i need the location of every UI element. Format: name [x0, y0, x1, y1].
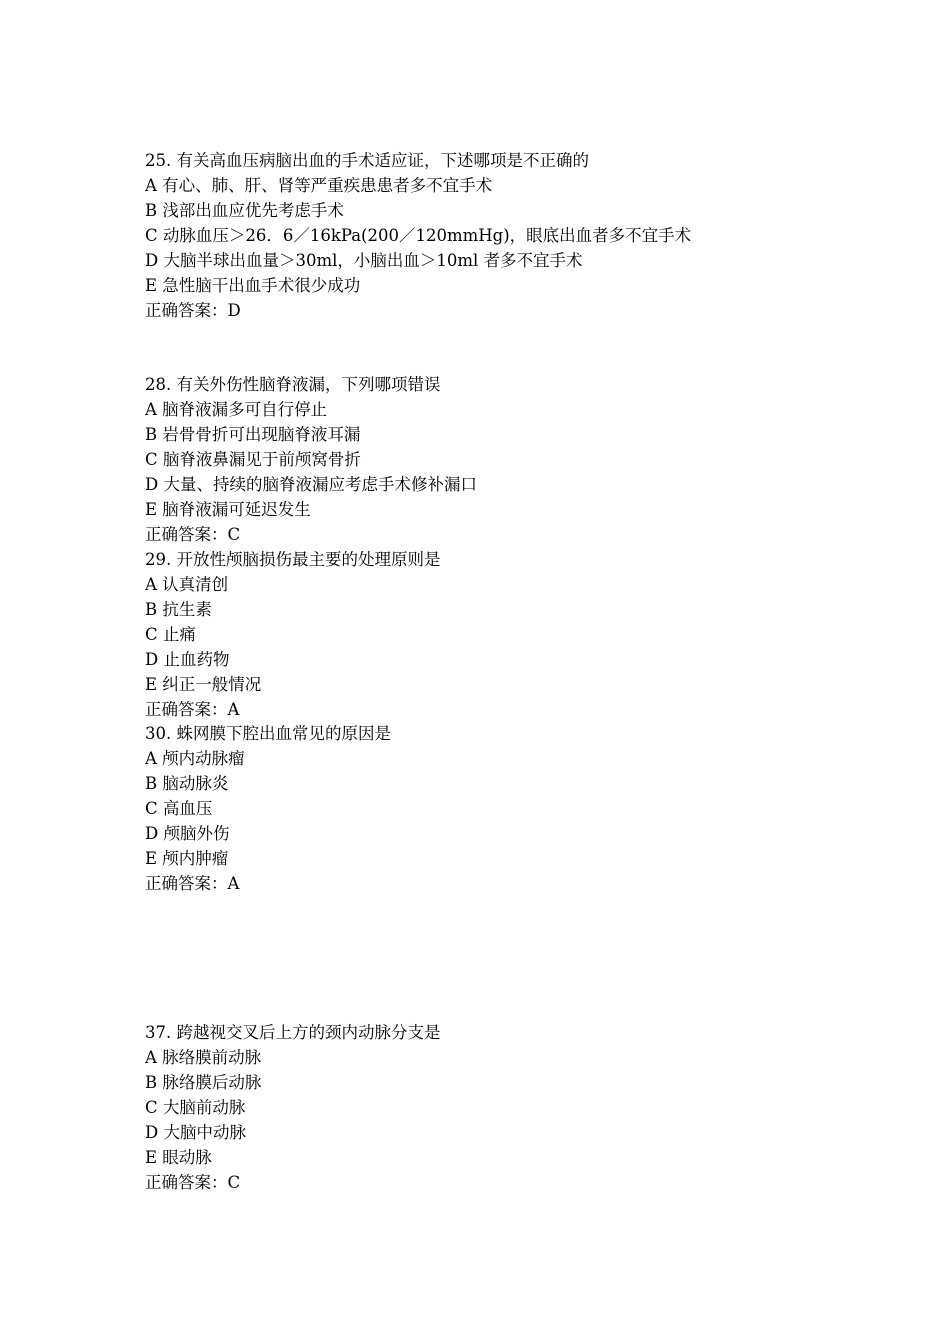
option-e: E 颅内肿瘤	[145, 849, 229, 868]
option-b: B 浅部出血应优先考虑手术	[145, 201, 344, 220]
option-e: E 眼动脉	[145, 1148, 212, 1167]
option-c: C 止痛	[145, 625, 196, 644]
correct-answer: 正确答案：C	[145, 525, 241, 544]
correct-answer: 正确答案：A	[145, 874, 240, 893]
option-d: D 颅脑外伤	[145, 824, 230, 843]
option-e: E 脑脊液漏可延迟发生	[145, 500, 311, 519]
question-stem: 25. 有关高血压病脑出血的手术适应证，下述哪项是不正确的	[145, 151, 589, 170]
option-c: C 高血压	[145, 799, 213, 818]
question-stem: 28. 有关外伤性脑脊液漏，下列哪项错误	[145, 375, 441, 394]
correct-answer: 正确答案：C	[145, 1173, 241, 1192]
option-a: A 颅内动脉瘤	[145, 749, 245, 768]
question-stem: 29. 开放性颅脑损伤最主要的处理原则是	[145, 550, 441, 569]
option-a: A 脑脊液漏多可自行停止	[145, 400, 328, 419]
option-d: D 止血药物	[145, 650, 230, 669]
option-a: A 有心、肺、肝、肾等严重疾患患者多不宜手术	[145, 176, 493, 195]
option-d: D 大脑半球出血量＞30ml，小脑出血＞10ml 者多不宜手术	[145, 251, 583, 270]
question-28	[145, 372, 865, 547]
question-29	[145, 547, 865, 722]
question-37	[145, 1020, 865, 1195]
option-b: B 岩骨骨折可出现脑脊液耳漏	[145, 425, 361, 444]
option-a: A 脉络膜前动脉	[145, 1048, 262, 1067]
option-e: E 纠正一般情况	[145, 675, 262, 694]
option-a: A 认真清创	[145, 575, 229, 594]
question-stem: 37. 跨越视交叉后上方的颈内动脉分支是	[145, 1023, 441, 1042]
option-b: B 抗生素	[145, 600, 212, 619]
question-stem: 30. 蛛网膜下腔出血常见的原因是	[145, 724, 391, 743]
question-25	[145, 148, 865, 323]
option-c: C 脑脊液鼻漏见于前颅窝骨折	[145, 450, 361, 469]
option-c: C 大脑前动脉	[145, 1098, 246, 1117]
correct-answer: 正确答案：D	[145, 301, 241, 320]
option-c: C 动脉血压＞26．6／16kPa(200／120mmHg)，眼底出血者多不宜手术	[145, 226, 692, 245]
option-b: B 脑动脉炎	[145, 774, 229, 793]
question-30	[145, 721, 865, 896]
option-b: B 脉络膜后动脉	[145, 1073, 262, 1092]
option-d: D 大脑中动脉	[145, 1123, 246, 1142]
correct-answer: 正确答案：A	[145, 700, 240, 719]
option-d: D 大量、持续的脑脊液漏应考虑手术修补漏口	[145, 475, 477, 494]
option-e: E 急性脑干出血手术很少成功	[145, 276, 361, 295]
